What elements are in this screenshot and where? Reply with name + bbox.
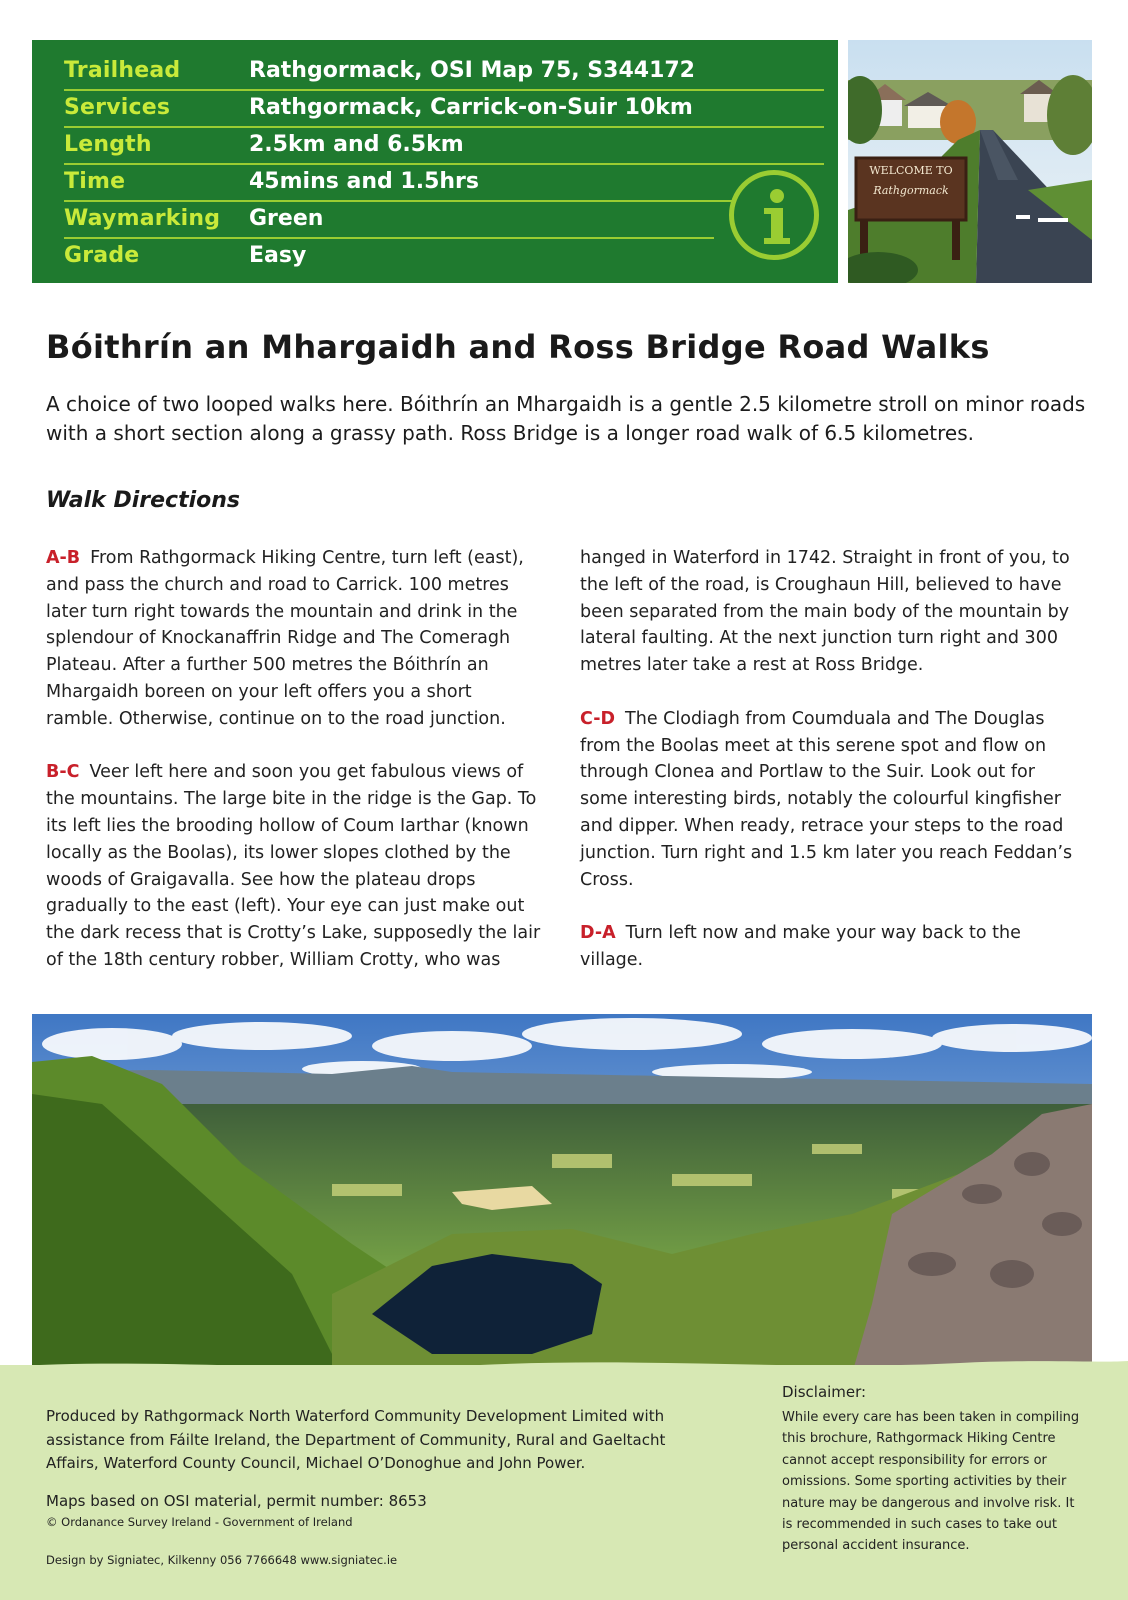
village-road-illustration — [848, 40, 1092, 283]
direction-code: D-A — [580, 923, 616, 944]
direction-b-c-continued — [580, 545, 1078, 679]
direction-text: Turn left now and make your way back to the village. — [580, 923, 1021, 970]
info-value: Rathgormack, OSI Map 75, S344172 — [249, 58, 695, 83]
direction-code: B-C — [46, 762, 80, 783]
direction-c-d — [580, 706, 1078, 894]
directions-column-left — [46, 545, 544, 1001]
mountain-lake-photo — [32, 1014, 1092, 1374]
direction-code: C-D — [580, 708, 616, 729]
footer-credits — [46, 1405, 706, 1573]
info-row-services — [64, 89, 824, 128]
footer-wave — [0, 1353, 1128, 1383]
info-label: Trailhead — [64, 58, 181, 83]
sign-welcome-text: WELCOME TO — [869, 164, 953, 177]
directions-column-right — [580, 545, 1078, 1001]
direction-b-c — [46, 759, 544, 973]
info-label: Time — [64, 169, 126, 194]
design-credit: Design by Signiatec, Kilkenny 056 7766648 www.signiatec.ie — [46, 1553, 398, 1567]
footer — [0, 1365, 1128, 1600]
direction-a-b — [46, 545, 544, 733]
walk-info-panel — [32, 40, 838, 283]
sign-village-name: Rathgormack — [873, 184, 949, 197]
info-row-grade — [64, 237, 824, 274]
walk-directions-heading: Walk Directions — [46, 488, 240, 513]
produced-by-text: Produced by Rathgormack North Waterford Community Development Limited with assistance from Fáilte Ireland, the Department of Community, Rural and Gaeltacht Affairs, Waterford County Council, Michael O’Donoghue and John Power. — [46, 1407, 666, 1472]
maps-note: Maps based on OSI material, permit number: 8653 — [46, 1491, 427, 1510]
information-icon — [729, 170, 819, 260]
info-value: Rathgormack, Carrick-on-Suir 10km — [249, 95, 693, 120]
direction-d-a — [580, 920, 1078, 974]
info-label: Services — [64, 95, 171, 120]
info-value: Green — [249, 206, 324, 231]
direction-text: From Rathgormack Hiking Centre, turn left (east), and pass the church and road to Carrick. 100 metres later turn right towards the mountain and drink in the splendour of Knockanaffrin Ridge and The Comeragh Plateau. After a further 500 metres the Bóithrín an Mhargaidh boreen on your left offers you a short ramble. Otherwise, continue on to the road junction. — [46, 548, 524, 729]
copyright-text: © Ordanance Survey Ireland - Government of Ireland — [46, 1515, 353, 1529]
direction-text: The Clodiagh from Coumduala and The Douglas from the Boolas meet at this serene spot and flow on through Clonea and Portlaw to the Suir. Look out for some interesting birds, notably the colourful kingfisher and dipper. When ready, retrace your steps to the road junction. Turn right and 1.5 km later you reach Feddan’s Cross. — [580, 708, 1073, 890]
mountain-lake-illustration — [32, 1014, 1092, 1374]
info-value: 45mins and 1.5hrs — [249, 169, 479, 194]
info-row-time — [64, 163, 734, 202]
direction-code: A-B — [46, 548, 81, 568]
info-row-trailhead — [64, 52, 824, 91]
info-label: Length — [64, 132, 152, 157]
direction-text: Veer left here and soon you get fabulous views of the mountains. The large bite in the ridge is the Gap. To its left lies the brooding hollow of Coum Iarthar (known locally as the Boolas), its lower slopes clothed by the woods of Graigavalla. See how the plateau drops gradually to the east (left). Your eye can just make out the dark recess that is Crotty’s Lake, supposedly the lair of the 18th century robber, William Crotty, who was — [46, 762, 541, 970]
direction-text: hanged in Waterford in 1742. Straight in front of you, to the left of the road, is Croughaun Hill, believed to have been separated from the main body of the mountain by lateral faulting. At the next junction turn right and 300 metres later take a rest at Ross Bridge. — [580, 548, 1070, 676]
info-row-waymarking — [64, 200, 714, 239]
intro-paragraph: A choice of two looped walks here. Bóithrín an Mhargaidh is a gentle 2.5 kilometre stroll on minor roads with a short section along a grassy path. Ross Bridge is a longer road walk of 6.5 kilometres. — [46, 392, 1086, 445]
info-value: 2.5km and 6.5km — [249, 132, 464, 157]
page-title: Bóithrín an Mhargaidh and Ross Bridge Road Walks — [46, 328, 990, 366]
info-label: Waymarking — [64, 206, 221, 231]
village-road-photo — [848, 40, 1092, 283]
info-value: Easy — [249, 243, 307, 268]
disclaimer-title: Disclaimer: — [782, 1383, 867, 1401]
info-label: Grade — [64, 243, 140, 268]
disclaimer-text: While every care has been taken in compiling this brochure, Rathgormack Hiking Centre cannot accept responsibility for errors or omissions. Some sporting activities by their nature may be dangerous and involve risk. It is recommended in such cases to take out personal accident insurance. — [782, 1410, 1080, 1554]
info-row-length — [64, 126, 824, 165]
disclaimer — [782, 1383, 1087, 1557]
